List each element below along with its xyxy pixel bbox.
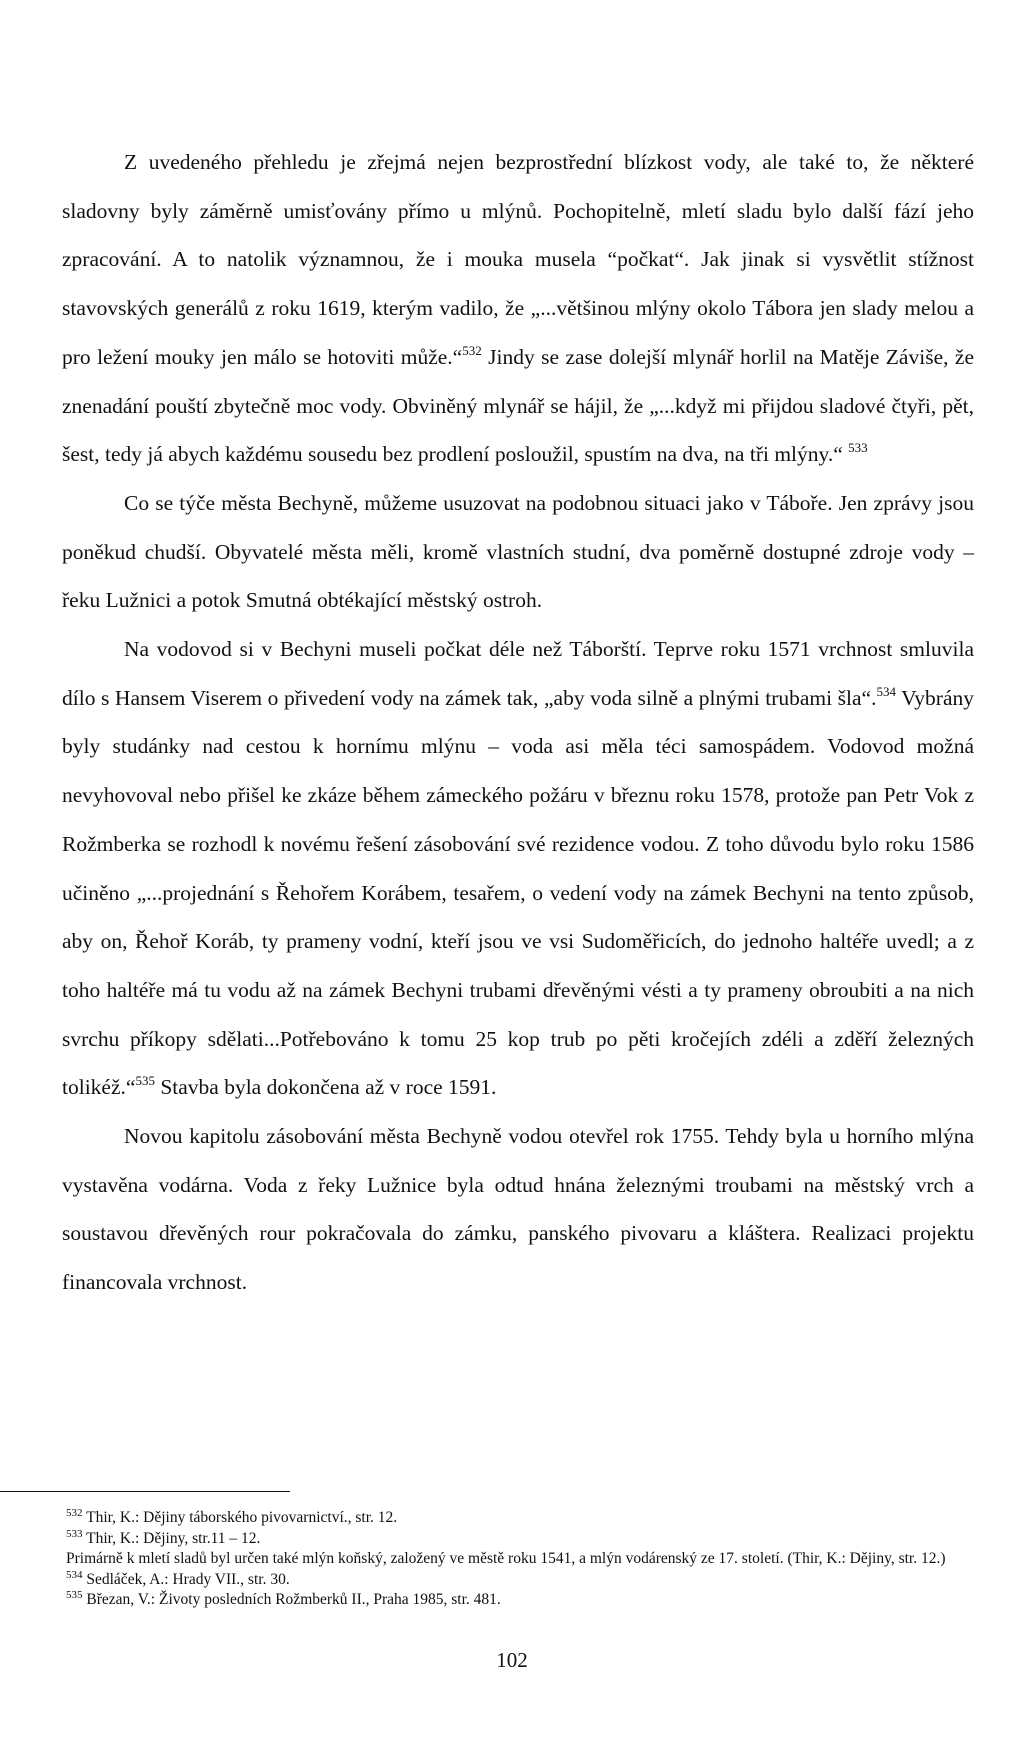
paragraph (62, 625, 974, 1112)
footnote-text: Thir, K.: Dějiny táborského pivovarnictví., str. 12. (82, 1509, 398, 1526)
footnote-mark: 534 (66, 1568, 83, 1581)
page-number: 102 (496, 1648, 528, 1672)
footnote-separator (0, 1491, 290, 1492)
paragraph (62, 479, 974, 625)
paragraph (62, 1112, 974, 1307)
paragraph-text: Co se týče města Bechyně, můžeme usuzovat na podobnou situaci jako v Táboře. Jen zprávy jsou poněkud chudší. Obyvatelé města měli, kromě vlastních studní, dva poměrně dostupné zdroje vody – řeku Lužnici a potok Smutná obtékající městský ostroh. (62, 490, 974, 613)
footnote-text: Thir, K.: Dějiny, str.11 – 12. (82, 1529, 261, 1547)
footnote-text: Sedláček, A.: Hrady VII., str. 30. (82, 1570, 290, 1588)
paragraph-text: Z uvedeného přehledu je zřejmá nejen bezprostřední blízkost vody, ale také to, že některé sladovny byly záměrně umisťovány přímo u mlýnů. Pochopitelně, mletí sladu bylo další fází jeho zpracování. A to natolik významnou, že i mouka musela “počkat“. Jak jinak si vysvětlit stížnost stavovských generálů z roku 1619, kterým vadilo, že „...většinou mlýny okolo Tábora jen slady melou a pro ležení mouky jen málo se hotoviti může.“ (62, 150, 974, 369)
footnote-reference: 533 (848, 440, 868, 456)
paragraph-text: Na vodovod si v Bechyni museli počkat déle než Táborští. Teprve roku 1571 vrchnost smluvila dílo s Hansem Viserem o přivedení vody na zámek tak, „aby voda silně a plnými trubami šla“. (62, 637, 974, 710)
footnote (66, 1549, 974, 1570)
footnote-text: Primárně k mletí sladů byl určen také mlýn koňský, založený ve městě roku 1541, a mlýn vodárenský ze 17. století. (Thir, K.: Dějiny, str. 12.) (66, 1550, 946, 1567)
footnote-text: Březan, V.: Životy posledních Rožmberků II., Praha 1985, str. 481. (82, 1591, 501, 1608)
footnote (66, 1508, 974, 1529)
paragraph-text: Stavba byla dokončena až v roce 1591. (154, 1075, 497, 1100)
footnote-reference: 535 (135, 1073, 155, 1089)
paragraph-text: Vybrány byly studánky nad cestou k hornímu mlýnu – voda asi měla téci samospádem. Vodovod možná nevyhovoval nebo přišel ke zkáze během zámeckého požáru v březnu roku 1578, protože pan Petr Vok z Rožmberka se rozhodl k novému řešení zásobování své rezidence vodou. Z toho důvodu bylo roku 1586 učiněno „...projednání s Řehořem Korábem, tesařem, o vedení vody na zámek Bechyni na tento způsob, aby on, Řehoř Koráb, ty prameny vodní, kteří jsou ve vsi Sudoměřicích, do jednoho haltéře uvedl; a z toho haltéře má tu vodu až na zámek Bechyni trubami dřevěnými vésti a ty prameny obroubiti a na nich svrchu příkopy sdělati...Potřebováno k tomu 25 kop trub po pěti kročejích zdéli a zděří železných tolikéž.“ (62, 685, 974, 1100)
footnote-reference: 534 (876, 683, 896, 699)
footnote-mark: 532 (66, 1507, 83, 1519)
footnote (66, 1529, 974, 1550)
body-text (62, 138, 974, 1307)
footnote (66, 1590, 974, 1611)
footnote (66, 1570, 974, 1591)
paragraph-text: Novou kapitolu zásobování města Bechyně vodou otevřel rok 1755. Tehdy byla u horního mlýna vystavěna vodárna. Voda z řeky Lužnice byla odtud hnána železnými troubami na městský vrch a soustavou dřevěných rour pokračovala do zámku, panského pivovaru a kláštera. Realizaci projektu financovala vrchnost. (62, 1124, 974, 1295)
footnote-mark: 533 (66, 1527, 83, 1540)
paragraph-text: Jindy se zase dolejší mlynář horlil na Matěje Záviše, že znenadání pouští zbytečně moc vody. Obviněný mlynář se hájil, že „...když mi přijdou sladové čtyři, pět, šest, tedy já abych každému sousedu bez prodlení posloužil, spustím na dva, na tři mlýny.“ (62, 344, 974, 467)
footnote-reference: 532 (462, 342, 482, 358)
footnotes (66, 1508, 974, 1611)
footnote-mark: 535 (66, 1589, 83, 1601)
paragraph (62, 138, 974, 479)
